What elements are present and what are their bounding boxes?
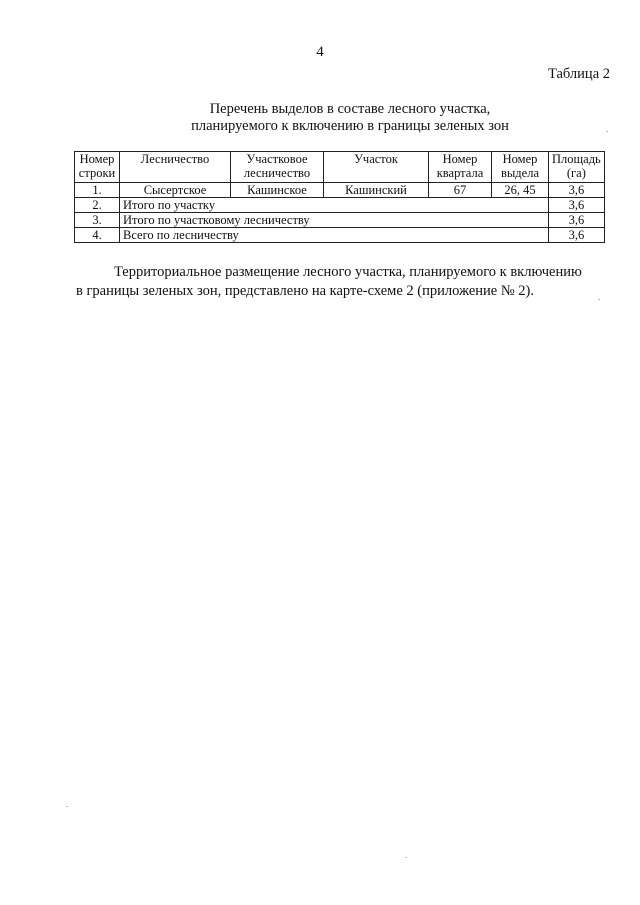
cell-summary-label: Итого по участковому лесничеству	[120, 213, 549, 228]
cell-kvartal: 67	[429, 183, 492, 198]
scan-speck	[606, 131, 608, 132]
cell-row-number: 2.	[75, 198, 120, 213]
cell-area: 3,6	[549, 198, 605, 213]
paragraph-line-2: в границы зеленых зон, представлено на карте-схеме 2 (приложение № 2).	[76, 283, 534, 299]
header-uchastok: Участок	[324, 152, 429, 183]
cell-summary-label: Итого по участку	[120, 198, 549, 213]
cell-area: 3,6	[549, 228, 605, 243]
table-label: Таблица 2	[547, 66, 610, 82]
title-line-1: Перечень выделов в составе лесного участка,	[209, 101, 491, 117]
table-title	[0, 101, 640, 135]
cell-area: 3,6	[549, 183, 605, 198]
header-area: Площадь (га)	[549, 152, 605, 183]
header-lesnichestvo: Лесничество	[120, 152, 231, 183]
cell-uchastok: Кашинский	[324, 183, 429, 198]
title-line-2: планируемого к включению в границы зеленых зон	[191, 118, 509, 134]
cell-uchastkovoe: Кашинское	[231, 183, 324, 198]
header-kvartal: Номер квартала	[429, 152, 492, 183]
header-row-number: Номер строки	[75, 152, 120, 183]
scan-speck	[405, 857, 407, 858]
forest-plots-table	[74, 151, 605, 243]
table-header-row	[75, 152, 605, 183]
table-row	[75, 213, 605, 228]
page-number: 4	[316, 44, 324, 60]
cell-vydel: 26, 45	[492, 183, 549, 198]
table-row	[75, 228, 605, 243]
scan-speck	[598, 299, 600, 300]
scan-speck	[66, 806, 68, 807]
cell-area: 3,6	[549, 213, 605, 228]
paragraph-line-1: Территориальное размещение лесного участка, планируемого к включению	[114, 264, 582, 280]
table-row	[75, 183, 605, 198]
cell-summary-label: Всего по лесничеству	[120, 228, 549, 243]
cell-lesnichestvo: Сысертское	[120, 183, 231, 198]
body-paragraph	[76, 263, 610, 301]
cell-row-number: 1.	[75, 183, 120, 198]
table-row	[75, 198, 605, 213]
header-uchastkovoe: Участковое лесничество	[231, 152, 324, 183]
cell-row-number: 4.	[75, 228, 120, 243]
header-vydel: Номер выдела	[492, 152, 549, 183]
cell-row-number: 3.	[75, 213, 120, 228]
